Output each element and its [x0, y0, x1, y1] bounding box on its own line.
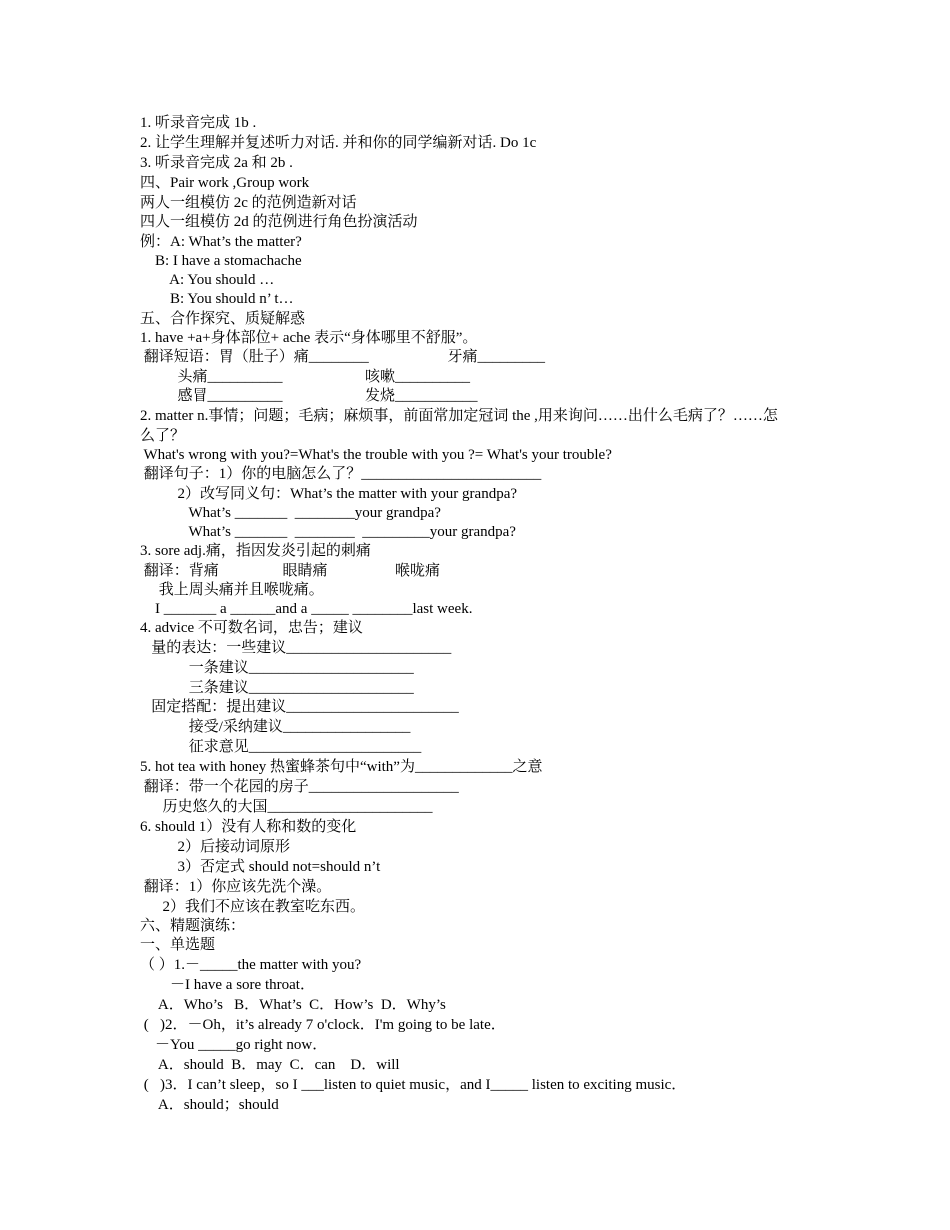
text-line: 3. 听录音完成 2a 和 2b . [140, 155, 293, 171]
text-line: 征求意见_______________________ [140, 739, 422, 755]
section-heading: 一、单选题 [140, 937, 216, 953]
answer-options: A．should；should [140, 1097, 279, 1113]
text-line: 2. matter n.事情；问题；毛病；麻烦事，前面常加定冠词 the ,用来询问……出什么毛病了？……怎 [140, 408, 778, 424]
text-line: 头痛__________ 咳嗽__________ [140, 369, 471, 385]
text-line: 3. sore adj.痛，指因发炎引起的刺痛 [140, 543, 371, 559]
text-line: 2. 让学生理解并复述听力对话. 并和你的同学编新对话. Do 1c [140, 135, 537, 151]
text-line: 我上周头痛并且喉咙痛。 [140, 582, 324, 598]
question-line: －You _____go right now． [140, 1037, 328, 1053]
text-line: 3）否定式 should not=should n’t [140, 859, 381, 875]
text-line: 例：A: What’s the matter? [140, 234, 302, 250]
text-line: 1. have +a+身体部位+ ache 表示“身体哪里不舒服”。 [140, 330, 478, 346]
text-line: What’s _______ ________ _________your grandpa? [140, 524, 516, 540]
answer-options: A．should B．may C．can D．will [140, 1057, 400, 1073]
question-line: －I have a sore throat． [140, 977, 315, 993]
text-line: B: I have a stomachache [140, 253, 302, 269]
text-line: A: You should … [140, 272, 275, 288]
question-line: （ ）1.－_____the matter with you? [140, 957, 362, 973]
text-line: 两人一组模仿 2c 的范例造新对话 [140, 195, 357, 211]
text-line: 一条建议______________________ [140, 660, 414, 676]
text-line: 2）改写同义句：What’s the matter with your grandpa? [140, 486, 518, 502]
section-heading: 五、合作探究、质疑解惑 [140, 311, 306, 327]
text-line: 1. 听录音完成 1b . [140, 115, 257, 131]
section-heading: 四、Pair work ,Group work [140, 175, 310, 191]
text-line: 翻译：带一个花园的房子____________________ [140, 779, 459, 795]
text-line: What's wrong with you?=What's the trouble with you ?= What's your trouble? [140, 447, 612, 463]
text-line: 翻译：背痛 眼睛痛 喉咙痛 [140, 563, 441, 579]
text-line: 翻译短语：胃（肚子）痛________ 牙痛_________ [140, 349, 546, 365]
section-heading: 六、精题演练： [140, 918, 246, 934]
question-line: ( )2．－Oh，it’s already 7 o'clock．I'm going to be late． [140, 1017, 506, 1033]
text-line: 历史悠久的大国______________________ [140, 799, 433, 815]
answer-options: A．Who’s B．What’s C．How’s D．Why’s [140, 997, 446, 1013]
question-line: ( )3．I can’t sleep，so I ___listen to quiet music，and I_____ listen to exciting music． [140, 1077, 687, 1093]
text-line: 四人一组模仿 2d 的范例进行角色扮演活动 [140, 214, 418, 230]
text-line: 4. advice 不可数名词，忠告；建议 [140, 620, 363, 636]
text-line: 么了？ [140, 428, 186, 444]
text-line: What’s _______ ________your grandpa? [140, 505, 441, 521]
text-line: 6. should 1）没有人称和数的变化 [140, 819, 357, 835]
text-line: 固定搭配：提出建议_______________________ [140, 699, 459, 715]
text-line: 5. hot tea with honey 热蜜蜂茶句中“with”为_____________之意 [140, 759, 543, 775]
text-line: 翻译句子：1）你的电脑怎么了？________________________ [140, 466, 542, 482]
text-line: 量的表达：一些建议______________________ [140, 640, 452, 656]
text-line: 三条建议______________________ [140, 680, 414, 696]
text-line: B: You should n’ t… [140, 291, 294, 307]
text-line: 接受/采纳建议_________________ [140, 719, 411, 735]
text-line: I _______ a ______and a _____ ________last week. [140, 601, 473, 617]
text-line: 翻译：1）你应该先洗个澡。 [140, 879, 332, 895]
text-line: 感冒__________ 发烧___________ [140, 388, 478, 404]
text-line: 2）后接动词原形 [140, 839, 291, 855]
text-line: 2）我们不应该在教室吃东西。 [140, 899, 366, 915]
